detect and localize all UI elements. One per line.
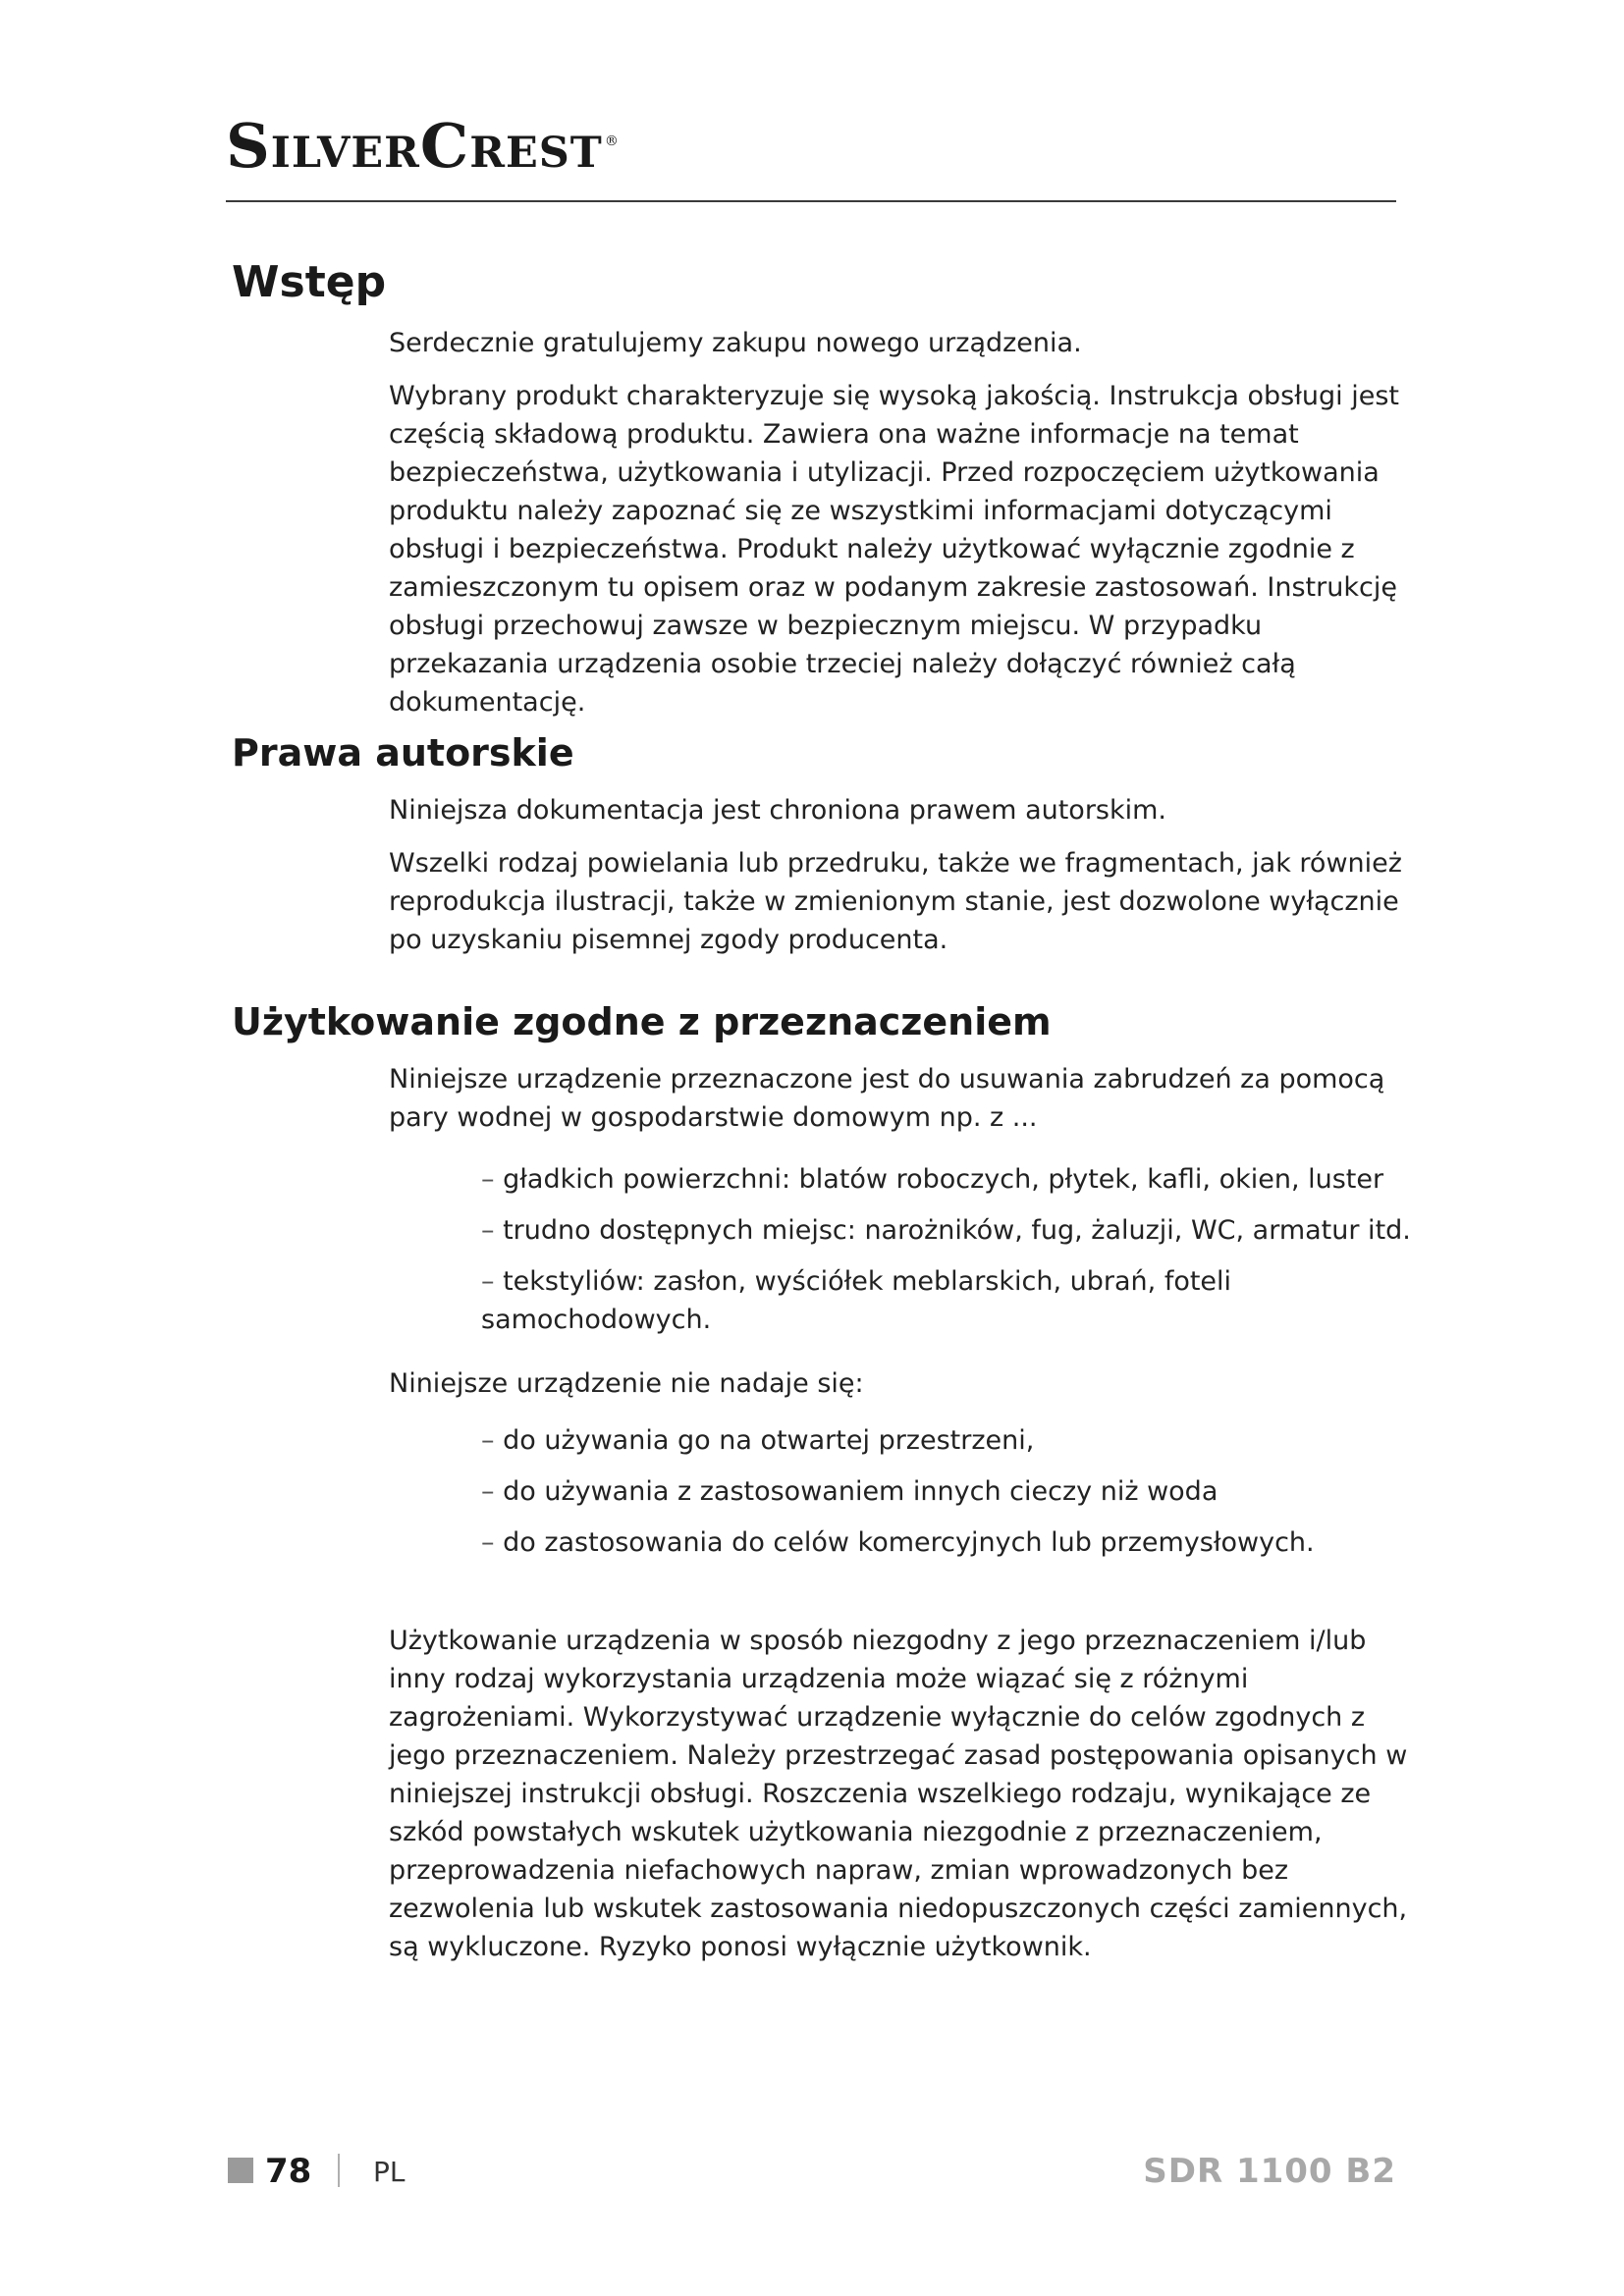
list-item: – tekstyliów: zasłon, wyściółek meblarskich, ubrań, foteli samochodowych. [481,1262,1424,1339]
header-divider [226,200,1396,202]
page-number: 78 [265,2152,312,2191]
intro-paragraph-1: Serdecznie gratulujemy zakupu nowego urządzenia. [389,328,1082,358]
footer-divider [338,2154,340,2187]
heading-intro: Wstęp [232,257,387,307]
suitable-surfaces-list [481,1160,1424,1352]
intro-paragraph-2: Wybrany produkt charakteryzuje się wysoką jakością. Instrukcja obsługi jest częścią składową produktu. Zawiera ona ważne informacje na temat bezpieczeństwa, użytkowania i utylizacji. Przed rozpoczęciem użytkowania produktu należy zapoznać się ze wszystkimi informacjami dotyczącymi obsługi i bezpieczeństwa. Produkt należy użytkować wyłącznie zgodnie z zamieszczonym tu opisem oraz w podanym zakresie zastosowań. Instrukcję obsługi przechowuj zawsze w bezpiecznym miejscu. W przypadku przekazania urządzenia osobie trzeciej należy dołączyć również całą dokumentację. [389,381,1400,718]
footer-square-icon [228,2158,253,2183]
page-footer [226,2150,1396,2193]
model-number: SDR 1100 B2 [1143,2152,1396,2191]
heading-copyright: Prawa autorskie [232,731,574,774]
copyright-paragraph-1: Niniejsza dokumentacja jest chroniona prawem autorskim. [389,795,1167,826]
list-item: – gładkich powierzchni: blatów roboczych, płytek, kafli, okien, luster [481,1160,1424,1199]
list-item: – do zastosowania do celów komercyjnych lub przemysłowych. [481,1523,1424,1562]
brand-trademark: ® [604,133,620,150]
heading-intended-use: Użytkowanie zgodne z przeznaczeniem [232,1000,1052,1043]
intended-use-paragraph-2: Niniejsze urządzenie nie nadaje się: [389,1368,864,1399]
list-item: – trudno dostępnych miejsc: narożników, fug, żaluzji, WC, armatur itd. [481,1211,1424,1250]
brand-name: SilverCrest [226,110,603,182]
unsuitable-uses-list [481,1421,1424,1575]
intended-use-paragraph-3: Użytkowanie urządzenia w sposób niezgodny z jego przeznaczeniem i/lub inny rodzaj wykorzystania urządzenia może wiązać się z różnymi zagrożeniami. Wykorzystywać urządzenie wyłącznie do celów zgodnych z jego przeznaczeniem. Należy przestrzegać zasad postępowania opisanych w niniejszej instrukcji obsługi. Roszczenia wszelkiego rodzaju, wynikające ze szkód powstałych wskutek użytkowania niezgodnie z przeznaczeniem, przeprowadzenia niefachowych napraw, zmian wprowadzonych bez zezwolenia lub wskutek zastosowania niedopuszczonych części zamiennych, są wykluczone. Ryzyko ponosi wyłącznie użytkownik. [389,1626,1408,1962]
intended-use-paragraph-1: Niniejsze urządzenie przeznaczone jest do usuwania zabrudzeń za pomocą pary wodnej w gospodarstwie domowym np. z ... [389,1064,1385,1133]
brand-logo [226,110,620,182]
list-item: – do używania z zastosowaniem innych cieczy niż woda [481,1472,1424,1511]
copyright-paragraph-2: Wszelki rodzaj powielania lub przedruku, także we fragmentach, jak również reprodukcja ilustracji, także w zmienionym stanie, jest dozwolone wyłącznie po uzyskaniu pisemnej zgody producenta. [389,848,1402,955]
list-item: – do używania go na otwartej przestrzeni, [481,1421,1424,1460]
language-code: PL [373,2156,406,2188]
